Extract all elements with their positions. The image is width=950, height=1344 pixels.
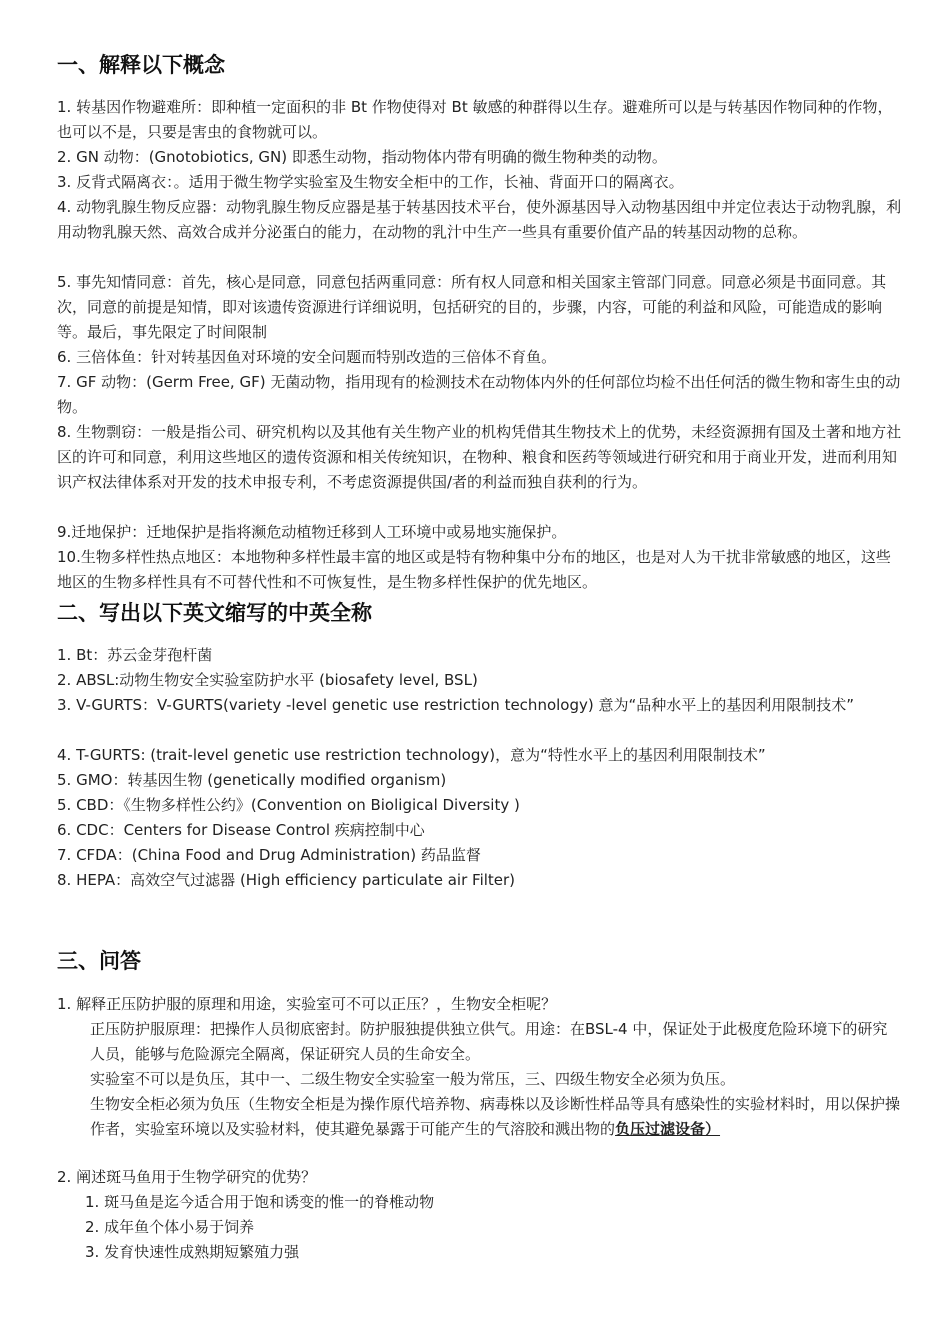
q1-answer-cabinet xyxy=(90,1092,902,1142)
section2-item-1: 1. Bt：苏云金芽孢杆菌 xyxy=(57,646,213,664)
section1-item-9: 9.迁地保护：迁地保护是指将濒危动植物迁移到人工环境中或易地实施保护。 xyxy=(57,523,567,541)
section1-item-6: 6. 三倍体鱼：针对转基因鱼对环境的安全问题而特别改造的三倍体不育鱼。 xyxy=(57,348,557,366)
section1-item-5: 5. 事先知情同意：首先，核心是同意，同意包括两重同意：所有权人同意和相关国家主管部门同意。同意必须是书面同意。其次，同意的前提是知情，即对该遗传资源进行详细说明，包括研究的目的，步骤，内容，可能的利益和风险，可能造成的影响等。最后，事先限定了时间限制 xyxy=(57,273,887,341)
section2-item-7: 6. CDC：Centers for Disease Control 疾病控制中心 xyxy=(57,821,425,839)
q1-answer-cabinet-emphasis: 负压过滤设备） xyxy=(615,1120,721,1138)
section1-heading: 一、解释以下概念 xyxy=(57,53,225,77)
section1-item-10: 10.生物多样性热点地区：本地物种多样性最丰富的地区或是特有物种集中分布的地区，也是对人为干扰非常敏感的地区，这些地区的生物多样性具有不可替代性和不可恢复性，是生物多样性保护的优先地区。 xyxy=(57,548,891,591)
section2-item-5: 5. GMO：转基因生物 (genetically modified organism) xyxy=(57,771,447,789)
q1-question: 1. 解释正压防护服的原理和用途，实验室可不可以正压？，生物安全柜呢？ xyxy=(57,995,557,1013)
section1-item-2: 2. GN 动物：(Gnotobiotics, GN) 即悉生动物，指动物体内带有明确的微生物种类的动物。 xyxy=(57,148,667,166)
section2-heading: 二、写出以下英文缩写的中英全称 xyxy=(57,601,372,625)
section2-item-2: 2. ABSL:动物生物安全实验室防护水平 (biosafety level, BSL) xyxy=(57,671,478,689)
section3-heading: 三、问答 xyxy=(57,949,141,973)
q1-answer-lab: 实验室不可以是负压，其中一、二级生物安全实验室一般为常压，三、四级生物安全必须为负压。 xyxy=(90,1070,736,1088)
q2-point-3: 3. 发育快速性成熟期短繁殖力强 xyxy=(85,1243,300,1261)
q1-answer-cabinet-text: 生物安全柜必须为负压（生物安全柜是为操作原代培养物、病毒株以及诊断性样品等具有感染性的实验材料时，用以保护操作者，实验室环境以及实验材料，使其避免暴露于可能产生的气溶胶和溅出物的 xyxy=(90,1095,901,1138)
section1-item-7: 7. GF 动物：(Germ Free, GF) 无菌动物，指用现有的检测技术在动物体内外的任何部位均检不出任何活的微生物和寄生虫的动物。 xyxy=(57,373,901,416)
q1-answer-principle: 正压防护服原理：把操作人员彻底密封。防护服独提供独立供气。用途：在BSL-4 中，保证处于此极度危险环境下的研究人员，能够与危险源完全隔离，保证研究人员的生命安全。 xyxy=(90,1020,888,1063)
section1-item-1: 1. 转基因作物避难所：即种植一定面积的非 Bt 作物使得对 Bt 敏感的种群得以生存。避难所可以是与转基因作物同种的作物，也可以不是，只要是害虫的食物就可以。 xyxy=(57,98,893,141)
section2-item-3: 3. V-GURTS：V-GURTS(variety -level genetic use restriction technology) 意为“品种水平上的基因利用限制技术” xyxy=(57,696,855,714)
section1-item-4: 4. 动物乳腺生物反应器：动物乳腺生物反应器是基于转基因技术平台，使外源基因导入动物基因组中并定位表达于动物乳腺，利用动物乳腺天然、高效合成并分泌蛋白的能力，在动物的乳汁中生产一些具有重要价值产品的转基因动物的总称。 xyxy=(57,198,902,241)
section1-item-8: 8. 生物剽窃：一般是指公司、研究机构以及其他有关生物产业的机构凭借其生物技术上的优势，未经资源拥有国及土著和地方社区的许可和同意，利用这些地区的遗传资源和相关传统知识，在物种、粮食和医药等领域进行研究和用于商业开发，进而利用知识产权法律体系对开发的技术申报专利，不考虑资源提供国/者的利益而独自获利的行为。 xyxy=(57,423,902,491)
section2-item-8: 7. CFDA：(China Food and Drug Administration) 药品监督 xyxy=(57,846,481,864)
section2-item-4: 4. T-GURTS: (trait-level genetic use restriction technology)，意为“特性水平上的基因利用限制技术” xyxy=(57,746,766,764)
section1-item-3: 3. 反背式隔离衣：。适用于微生物学实验室及生物安全柜中的工作，长袖、背面开口的隔离衣。 xyxy=(57,173,684,191)
section2-item-9: 8. HEPA：高效空气过滤器 (High efficiency particulate air Filter) xyxy=(57,871,516,889)
section2-item-6: 5. CBD：《生物多样性公约》(Convention on Bioligical Diversity ) xyxy=(57,796,520,814)
q2-point-1: 1. 斑马鱼是迄今适合用于饱和诱变的惟一的脊椎动物 xyxy=(85,1193,435,1211)
q2-question: 2. 阐述斑马鱼用于生物学研究的优势？ xyxy=(57,1168,317,1186)
q2-point-2: 2. 成年鱼个体小易于饲养 xyxy=(85,1218,255,1236)
